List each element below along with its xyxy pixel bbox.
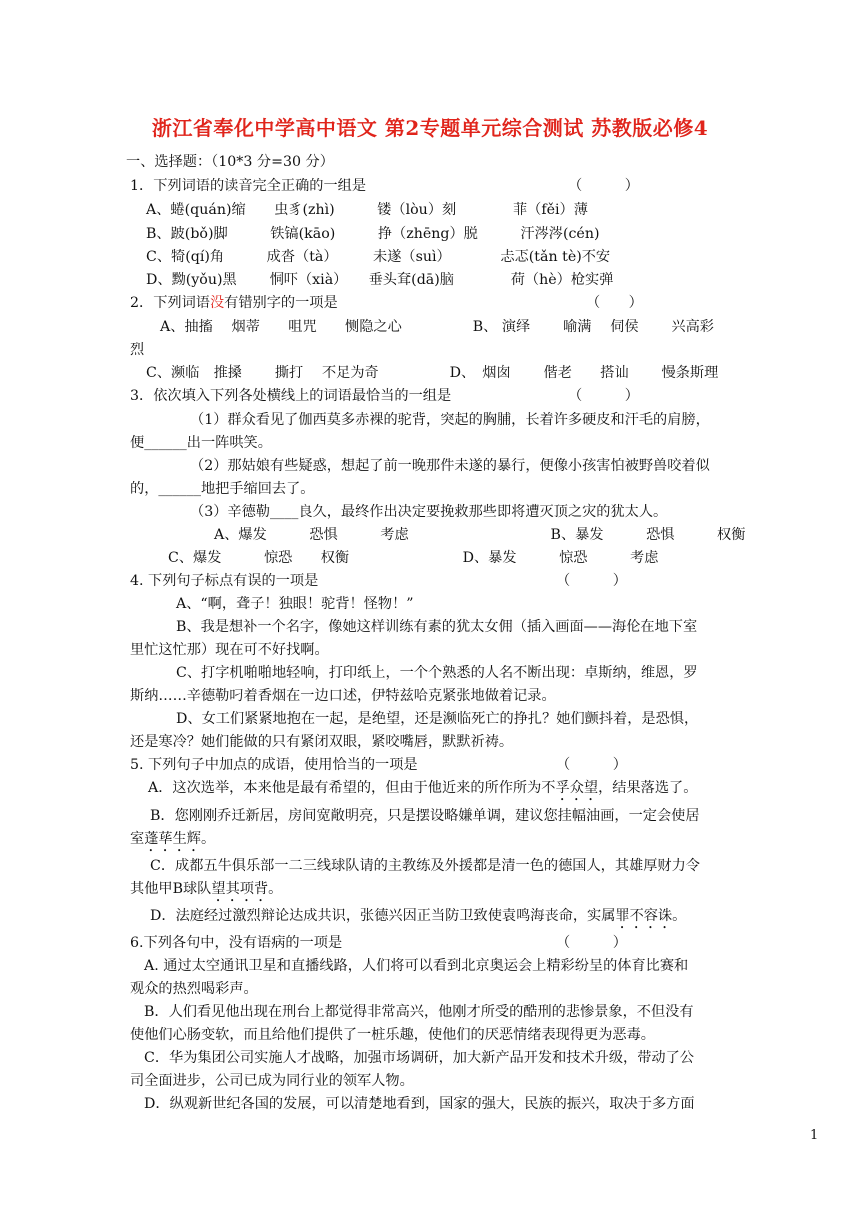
question-3-sentence-1: （1）群众看见了伽西莫多赤裸的驼背，突起的胸脯，长着许多硬皮和汗毛的肩膀， <box>190 412 710 428</box>
highlighted-word: 没 <box>209 295 225 311</box>
question-2-options-ab: A、抽搐 烟蒂 咀咒 恻隐之心 B、 演绎 喻满 伺侯 兴高彩 <box>160 319 714 335</box>
question-6-option-b-cont: 使他们心肠变软，而且给他们提供了一桩乐趣，使他们的厌恶情绪表现得更为恶毒。 <box>130 1027 655 1043</box>
question-2-stem: 2．下列词语没有错别字的一项是 <box>130 295 338 311</box>
question-3-sentence-3: （3）辛德勒____良久，最终作出决定要挽救那些即将遭灭顶之灾的犹太人。 <box>190 504 668 520</box>
section-heading: 一、选择题：（10*3 分=30 分） <box>126 154 334 170</box>
question-5-option-b: B．您刚刚乔迁新居，房间宽敞明亮，只是摆设略嫌单调，建议您挂幅油画，一定会使居 <box>150 808 700 824</box>
question-4-option-c-cont: 斯纳……辛德勒叼着香烟在一边口述，伊特兹哈克紧张地做着记录。 <box>130 688 556 704</box>
question-5-option-b-cont: 室蓬荜生辉。 <box>130 831 216 847</box>
question-1-option-a: A、蜷(quán)缩 虫豸(zhì) 镂（lòu）刻 菲（fěi）薄 <box>146 202 588 218</box>
question-4-option-d-cont: 还是寒冷？她们能做的只有紧闭双眼，紧咬嘴唇，默默祈祷。 <box>130 734 514 750</box>
question-5-option-a: A．这次选举，本来他是最有希望的，但由于他近来的所作所为不孚众望，结果落选了。 <box>148 780 698 796</box>
question-4-option-b-cont: 里忙这忙那）现在可不好找啊。 <box>130 642 329 658</box>
question-5-option-d: D．法庭经过激烈辩论达成共识，张德兴因正当防卫致使袁鸣海丧命，实属罪不容诛。 <box>150 908 687 924</box>
question-6-option-c: C．华为集团公司实施人才战略，加强市场调研，加大新产品开发和技术升级，带动了公 <box>144 1050 694 1066</box>
question-3-sentence-2-cont: 的，______地把手缩回去了。 <box>130 481 315 497</box>
question-5-stem: 5. 下列句子中加点的成语，使用恰当的一项是 <box>130 757 418 773</box>
question-2-options-cd: C、濒临 推搡 撕打 不足为奇 D、 烟囱 偕老 搭讪 慢条斯理 <box>146 365 719 381</box>
question-6-stem: 6.下列各句中，没有语病的一项是 <box>130 935 343 951</box>
question-6-option-a: A. 通过太空通讯卫星和直播线路，人们将可以看到北京奥运会上精彩纷呈的体育比赛和 <box>144 958 689 974</box>
question-5-option-c-cont: 其他甲B球队望其项背。 <box>130 881 283 897</box>
question-6-bracket: （ ） <box>556 935 627 951</box>
question-1-bracket: （ ） <box>568 178 639 194</box>
question-6-option-d: D．纵观新世纪各国的发展，可以清楚地看到，国家的强大，民族的振兴，取决于多方面 <box>144 1096 695 1112</box>
question-4-stem: 4. 下列句子标点有误的一项是 <box>130 573 319 589</box>
question-2-bracket: （ ） <box>586 295 643 311</box>
question-3-sentence-1-cont: 便______出一阵哄笑。 <box>130 435 272 451</box>
dotted-idiom: 孚众望 <box>555 780 599 796</box>
question-2-options-ab-cont: 烈 <box>130 342 145 358</box>
question-5-option-c: C．成都五牛俱乐部一二三线球队请的主教练及外援都是清一色的德国人，其雄厚财力令 <box>150 858 700 874</box>
question-4-option-d: D、女工们紧紧地抱在一起，是绝望，还是濒临死亡的挣扎？她们颤抖着，是恐惧， <box>176 711 699 727</box>
page-number: 1 <box>810 1128 819 1143</box>
question-3-options-cd: C、爆发 惊恐 权衡 D、暴发 惊恐 考虑 <box>168 550 659 566</box>
dotted-idiom: 望其项背 <box>211 881 269 897</box>
question-3-bracket: （ ） <box>568 388 639 404</box>
question-4-bracket: （ ） <box>556 573 627 589</box>
question-1-option-c: C、犄(qí)角 成沓（tà） 未遂（suì） 忐忑(tǎn tè)不安 <box>146 249 611 265</box>
question-1-option-b: B、跛(bǒ)脚 铁镐(kāo) 挣（zhēng）脱 汗涔涔(cén) <box>146 226 600 242</box>
question-6-option-b: B．人们看见他出现在刑台上都觉得非常高兴，他刚才所受的酷刑的悲惨景象，不但没有 <box>144 1004 694 1020</box>
question-6-option-a-cont: 观众的热烈喝彩声。 <box>130 981 258 997</box>
question-6-option-c-cont: 司全面进步，公司已成为同行业的领军人物。 <box>130 1073 414 1089</box>
question-1-option-d: D、黝(yǒu)黑 恫吓（xià） 垂头耷(dā)脑 荷（hè）枪实弹 <box>146 272 614 288</box>
question-5-bracket: （ ） <box>556 757 627 773</box>
document-title: 浙江省奉化中学高中语文 第2专题单元综合测试 苏教版必修4 <box>151 116 709 140</box>
dotted-idiom: 蓬荜生辉 <box>144 831 201 847</box>
dotted-idiom: 罪不容诛 <box>615 908 673 924</box>
question-3-stem: 3．依次填入下列各处横线上的词语最恰当的一组是 <box>130 388 452 404</box>
question-3-options-ab: A、爆发 恐惧 考虑 B、暴发 恐惧 权衡 <box>214 527 746 543</box>
question-4-option-b: B、我是想补一个名字，像她这样训练有素的犹太女佣（插入画面——海伦在地下室 <box>176 619 698 635</box>
question-4-option-a: A、“啊，聋子！独眼！驼背！怪物！” <box>176 596 414 612</box>
question-3-sentence-2: （2）那姑娘有些疑惑，想起了前一晚那件未遂的暴行，便像小孩害怕被野兽咬着似 <box>190 458 710 474</box>
question-4-option-c: C、打字机啪啪地轻响，打印纸上，一个个熟悉的人名不断出现：卓斯纳，维恩，罗 <box>176 665 698 681</box>
question-1-stem: 1．下列词语的读音完全正确的一组是 <box>130 178 367 194</box>
